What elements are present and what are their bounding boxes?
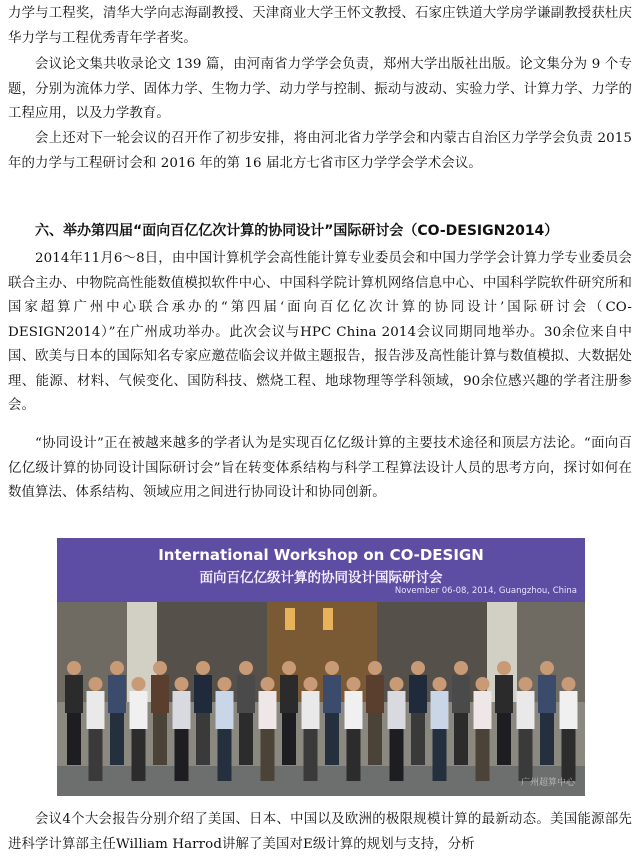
banner-date: November 06-08, 2014, Guangzhou, China: [394, 586, 577, 596]
attendee-figure: [495, 661, 513, 765]
attendee-figure: [87, 677, 105, 781]
attendee-figure: [151, 661, 169, 765]
paragraph-codesign-method: “协同设计”正在被越来越多的学者认为是实现百亿亿级计算的主要技术途径和顶层方法论。“面向百亿亿级计算的协同设计国际研讨会”旨在转变体系结构与科学工程算法设计人员的思考方向，探讨如何在数值算法、体系结构、领域应用之间进行协同设计和协同创新。: [8, 436, 632, 500]
attendee-figure: [517, 677, 535, 781]
paragraph-plenary-reports: 会议4个大会报告分别介绍了美国、日本、中国以及欧洲的极限规模计算的最新动态。美国能源部先进科学计算部主任William Harrod讲解了美国对E级计算的规划与支持，分析: [8, 812, 632, 852]
banner-title-en: International Workshop on CO-DESIGN: [158, 546, 484, 564]
attendee-figure: [538, 661, 556, 765]
attendee-figure: [259, 677, 277, 781]
attendee-figure: [474, 677, 492, 781]
attendee-figure: [280, 661, 298, 765]
section-heading-codesign: 六、举办第四届“面向百亿亿次计算的协同设计”国际研讨会（CO-DESIGN2014）: [35, 223, 559, 239]
workshop-group-photo: [57, 538, 585, 796]
photo-watermark: 广州超算中心: [520, 778, 575, 788]
paragraph-proceedings: 会议论文集共收录论文 139 篇，由河南省力学学会负责，郑州大学出版社出版。论文集分为 9 个专题，分别为流体力学、固体力学、生物力学、动力学与控制、振动与波动、实验力学、计算力学、力学的工程应用，以及力学教育。: [8, 57, 632, 121]
paragraph-next-meetings: 会上还对下一轮会议的召开作了初步安排，将由河北省力学学会和内蒙古自治区力学学会负责 2015 年的力学与工程研讨会和 2016 年的第 16 届北方七省市区力学学会学术会议。: [8, 131, 632, 171]
attendee-figure: [560, 677, 578, 781]
group-photo-scene: [57, 538, 585, 796]
banner-title-cn: 面向百亿亿级计算的协同设计国际研讨会: [199, 570, 443, 586]
attendee-figure: [130, 677, 148, 781]
attendee-figure: [452, 661, 470, 765]
attendee-figure: [216, 677, 234, 781]
attendee-figure: [388, 677, 406, 781]
attendee-figure: [65, 661, 83, 765]
attendee-figure: [173, 677, 191, 781]
attendee-figure: [194, 661, 212, 765]
paragraph-awards-continued: 力学与工程奖，清华大学向志海副教授、天津商业大学王怀文教授、石家庄铁道大学房学谦副教授获杜庆华力学与工程优秀青年学者奖。: [8, 6, 632, 46]
attendee-figure: [108, 661, 126, 765]
attendee-figure: [366, 661, 384, 765]
attendee-figure: [431, 677, 449, 781]
attendee-figure: [323, 661, 341, 765]
attendee-figure: [302, 677, 320, 781]
attendee-figure: [345, 677, 363, 781]
attendee-figure: [409, 661, 427, 765]
attendee-figure: [237, 661, 255, 765]
paragraph-codesign-intro: 2014年11月6～8日，由中国计算机学会高性能计算专业委员会和中国力学学会计算力学专业委员会联合主办、中物院高性能数值模拟软件中心、中国科学院计算机网络信息中心、中国科学院软件研究所和国家超算广州中心联合承办的“第四届‘面向百亿亿次计算的协同设计’国际研讨会（CO-DESIGN2014）”在广州成功举办。此次会议与HPC China 2014会议同期同地举办。30余位来自中国、欧美与日本的国际知名专家应邀莅临会议并做主题报告，报告涉及高性能计算与数值模拟、大数据处理、能源、材料、气候变化、国防科技、燃烧工程、地球物理等学科领域，90余位感兴趣的学者注册参会。: [8, 251, 632, 413]
